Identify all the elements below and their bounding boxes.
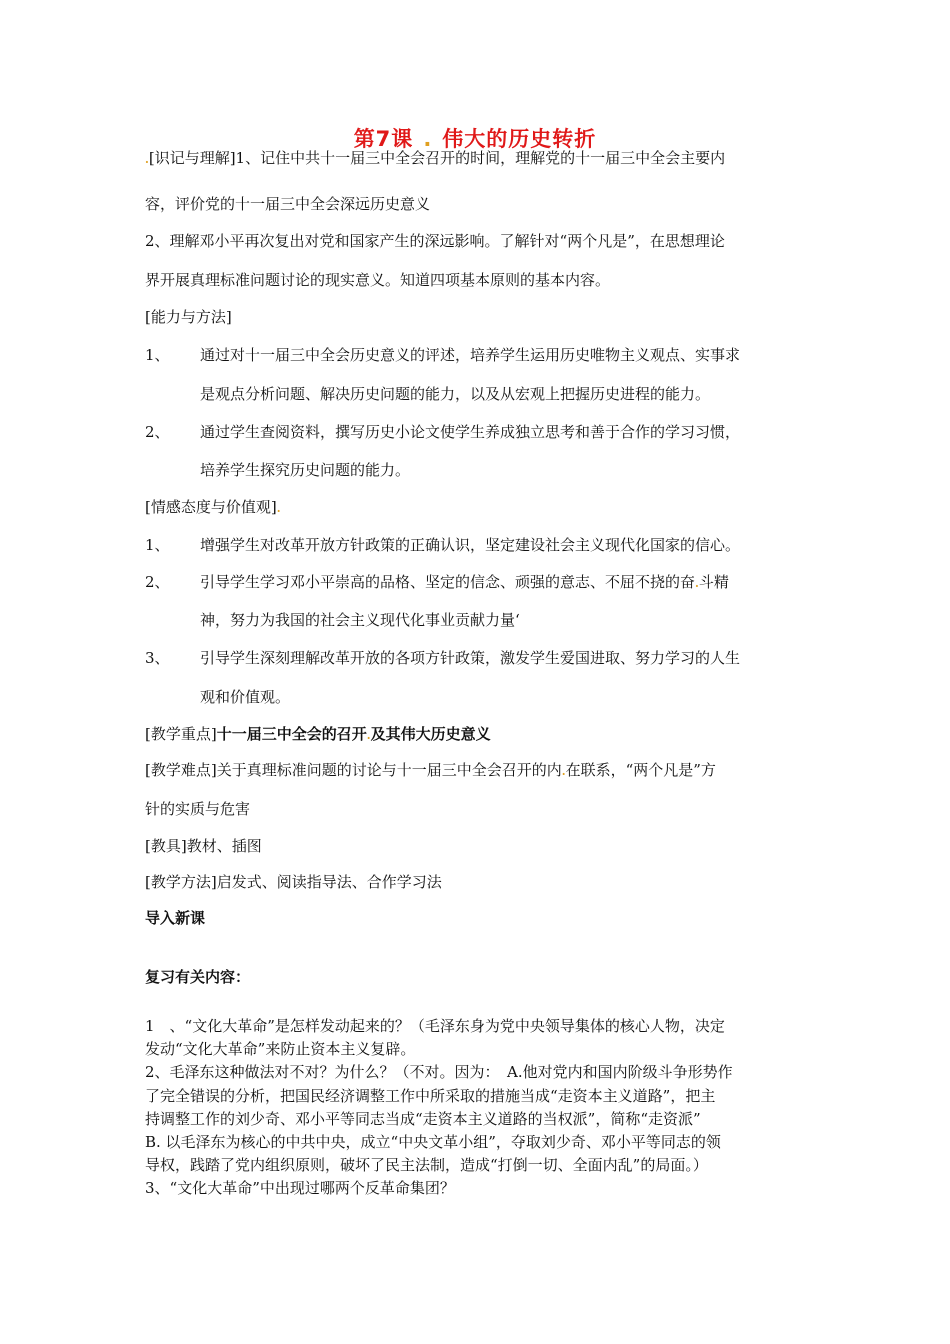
- emotion-item-3-line-2: 观和价值观。: [200, 688, 291, 706]
- ability-item-2-line-2: 培养学生探究历史问题的能力。: [200, 461, 411, 479]
- emotion-item-1-line-1: 增强学生对改革开放方针政策的正确认识，坚定建设社会主义现代化国家的信心。: [200, 536, 741, 554]
- emotion-num-3: 3、: [145, 649, 170, 667]
- emotion-item-3-line-1: 引导学生深刻理解改革开放的各项方针政策，激发学生爱国进取、努力学习的人生: [200, 649, 741, 667]
- intro-heading: 导入新课: [145, 909, 206, 927]
- teaching-tools: [教具]教材、插图: [145, 837, 262, 855]
- ability-item-2-line-1: 通过学生查阅资料，撰写历史小论文使学生养成独立思考和善于合作的学习习惯，: [200, 423, 741, 441]
- lesson-number: 第7课: [353, 127, 414, 151]
- review-q2-line-3: 持调整工作的刘少奇、邓小平等同志当成“走资本主义道路的当权派”，简称“走资派”: [145, 1110, 701, 1128]
- teaching-difficulty-line-2: 针的实质与危害: [145, 800, 251, 818]
- teaching-difficulty-line-1: [教学难点]关于真理标准问题的讨论与十一届三中全会召开的内.在联系，“两个凡是”方: [145, 761, 716, 779]
- review-q2-line-1: 2、毛泽东这种做法对不对？为什么？（不对。因为： A.他对党内和国内阶级斗争形势作: [145, 1063, 733, 1081]
- review-q2-line-5: 导权，践踏了党内组织原则，破坏了民主法制，造成“打倒一切、全面内乱”的局面。）: [145, 1156, 708, 1174]
- emotion-item-2-line-1: 引导学生学习邓小平崇高的品格、坚定的信念、顽强的意志、不屈不挠的奋.斗精: [200, 573, 729, 591]
- emotion-heading: [情感态度与价值观].: [145, 498, 281, 516]
- edit-mark: .: [561, 765, 566, 778]
- title-dot: .: [423, 127, 433, 151]
- edit-mark: .: [366, 729, 371, 742]
- review-q2-line-2: 了完全错误的分析，把国民经济调整工作中所采取的措施当成“走资本主义道路”，把主: [145, 1087, 716, 1105]
- ability-item-1-line-2: 是观点分析问题、解决历史问题的能力，以及从宏观上把握历史进程的能力。: [200, 385, 711, 403]
- teaching-method: [教学方法]启发式、阅读指导法、合作学习法: [145, 873, 442, 891]
- review-q3: 3、“文化大革命”中出现过哪两个反革命集团？: [145, 1179, 455, 1197]
- ability-item-1-line-1: 通过对十一届三中全会历史意义的评述，培养学生运用历史唯物主义观点、实事求: [200, 346, 741, 364]
- edit-mark: .: [695, 577, 699, 590]
- teaching-key-points: [教学重点]十一届三中全会的召开.及其伟大历史意义: [145, 725, 491, 743]
- emotion-item-2-line-2: 神，努力为我国的社会主义现代化事业贡献力量‘: [200, 611, 520, 629]
- review-q2-line-4: B. 以毛泽东为核心的中共中央，成立“中央文革小组”，夺取刘少奇、邓小平等同志的领: [145, 1133, 721, 1151]
- edit-mark: .: [145, 153, 149, 166]
- review-heading: 复习有关内容：: [145, 968, 251, 986]
- edit-mark: .: [276, 502, 281, 515]
- lesson-title: 伟大的历史转折: [442, 127, 597, 151]
- objective-line-1: .[识记与理解]1、记住中共十一届三中全会召开的时间，理解党的十一届三中全会主要内: [145, 149, 726, 167]
- ability-heading: [能力与方法]: [145, 308, 232, 326]
- objective-line-2: 容，评价党的十一届三中全会深远历史意义: [145, 195, 431, 213]
- objective-line-4: 界开展真理标准问题讨论的现实意义。知道四项基本原则的基本内容。: [145, 271, 611, 289]
- review-q1-line-2: 发动“文化大革命”来防止资本主义复辟。: [145, 1040, 416, 1058]
- emotion-num-1: 1、: [145, 536, 170, 554]
- review-q1-line-1: 1 、“文化大革命”是怎样发动起来的？（毛泽东身为党中央领导集体的核心人物，决定: [145, 1017, 725, 1035]
- ability-num-2: 2、: [145, 423, 170, 441]
- ability-num-1: 1、: [145, 346, 170, 364]
- emotion-num-2: 2、: [145, 573, 170, 591]
- objective-line-3: 2、理解邓小平再次复出对党和国家产生的深远影响。了解针对“两个凡是”，在思想理论: [145, 232, 725, 250]
